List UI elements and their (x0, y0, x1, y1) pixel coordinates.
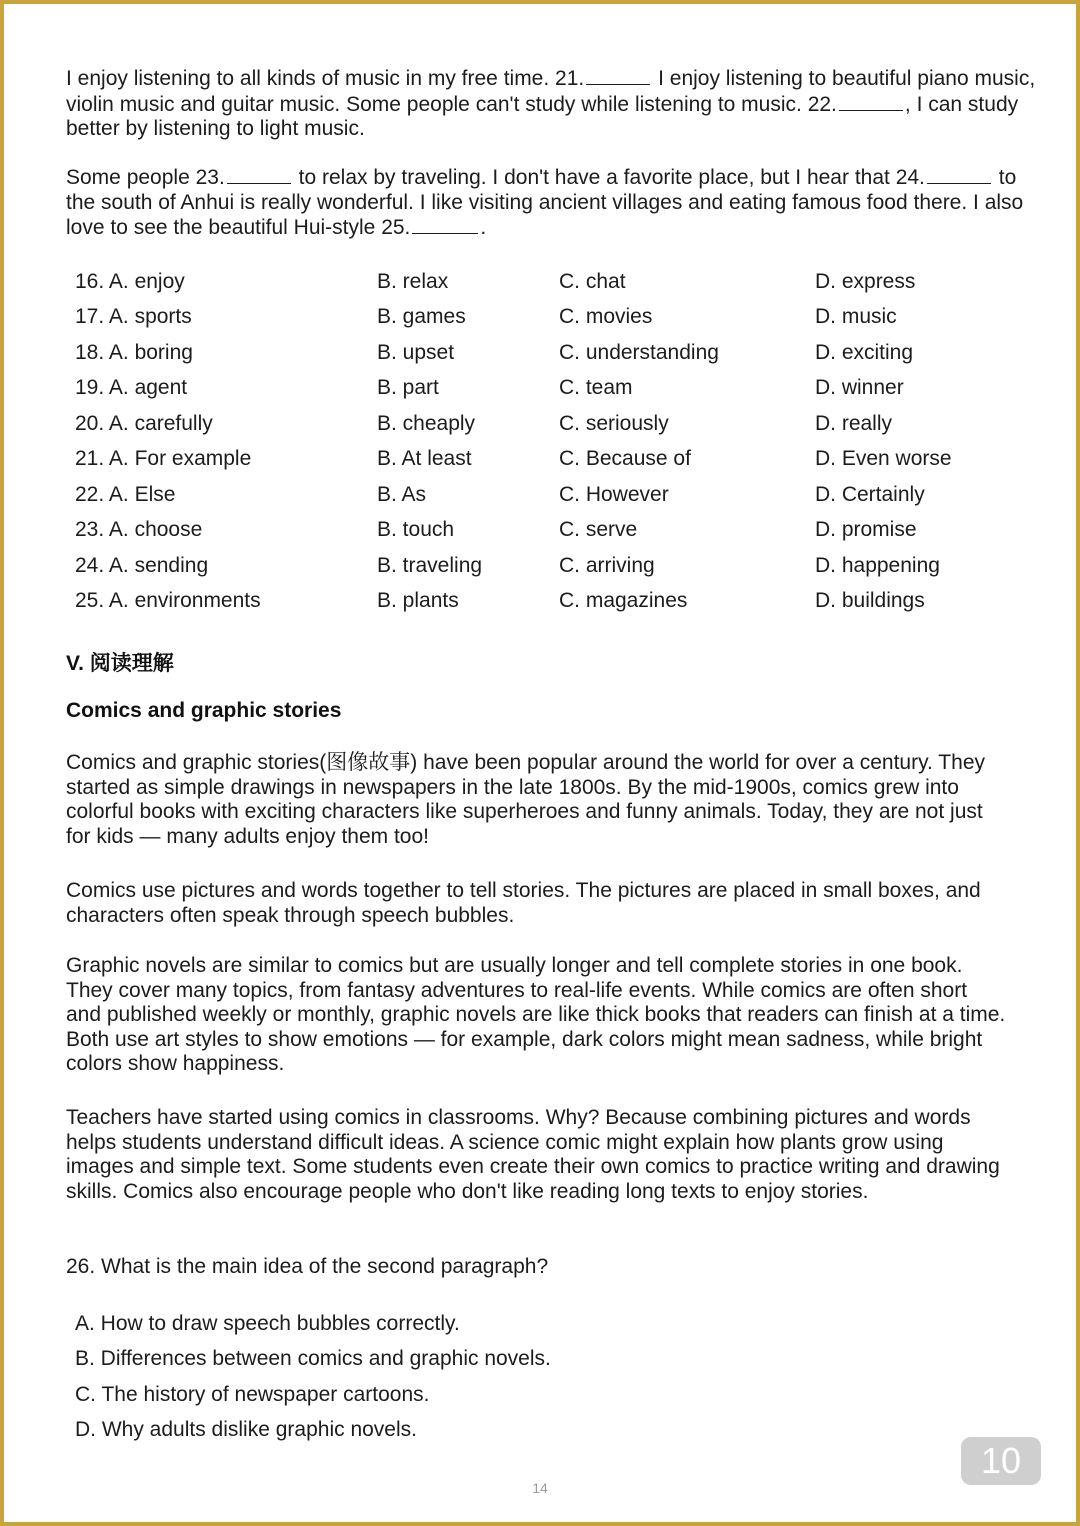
option-row (75, 335, 1055, 371)
option-d: D. promise (815, 518, 917, 542)
option-a-text: A. sports (108, 305, 192, 329)
option-a (75, 447, 377, 471)
option-row (75, 548, 1055, 584)
blank-25-number: 25. (381, 216, 411, 240)
option-a (75, 305, 377, 329)
blank-24 (927, 165, 991, 184)
option-c: C. magazines (559, 589, 688, 613)
option-d: D. happening (815, 553, 940, 577)
blank-22 (839, 92, 903, 111)
option-a-text: A. Else (108, 482, 176, 506)
option-number: 17. (75, 305, 105, 329)
option-b: B. games (377, 305, 466, 329)
options-table (75, 264, 1055, 619)
option-b: B. At least (377, 447, 472, 471)
cloze-p2-seg2: to relax by traveling. I don't have a favorite place, but I hear that (298, 166, 890, 189)
option-row (75, 406, 1055, 442)
cloze-p2-seg4: . (480, 216, 487, 240)
option-b: B. traveling (377, 553, 483, 577)
option-a-text: A. agent (108, 376, 188, 400)
option-number: 18. (75, 340, 105, 364)
option-number: 23. (75, 518, 105, 542)
option-a-text: A. carefully (108, 411, 213, 435)
choice-b: B. Differences between comics and graphic novels. (75, 1347, 551, 1371)
option-d: D. express (815, 269, 916, 293)
option-row (75, 477, 1055, 513)
option-a (75, 483, 377, 507)
option-d: D. exciting (815, 340, 914, 364)
choice-c: C. The history of newspaper cartoons. (75, 1382, 430, 1406)
option-d: D. really (815, 411, 893, 435)
option-a-text: A. boring (108, 340, 193, 364)
option-row (75, 584, 1055, 620)
option-b: B. cheaply (377, 411, 476, 435)
question-26: 26. What is the main idea of the second paragraph? (66, 1255, 549, 1278)
option-c: C. serve (559, 518, 638, 542)
option-number: 20. (75, 411, 105, 435)
option-b: B. plants (377, 589, 459, 613)
choice-d: D. Why adults dislike graphic novels. (75, 1418, 417, 1442)
option-a (75, 589, 377, 613)
option-c: C. arriving (559, 553, 655, 577)
question-26-choices (75, 1306, 975, 1448)
option-c: C. understanding (559, 340, 719, 364)
option-row (75, 371, 1055, 407)
option-a-text: A. environments (108, 589, 261, 613)
option-number: 16. (75, 269, 105, 293)
option-number: 24. (75, 553, 105, 577)
option-a-text: A. sending (108, 553, 209, 577)
option-c: C. Because of (559, 447, 691, 471)
option-b: B. As (377, 482, 427, 506)
option-a (75, 412, 377, 436)
section-heading: V. 阅读理解 (66, 652, 174, 675)
option-number: 19. (75, 376, 105, 400)
option-a (75, 518, 377, 542)
article-title: Comics and graphic stories (66, 699, 342, 722)
option-c: C. However (559, 482, 669, 506)
option-c: C. movies (559, 305, 653, 329)
option-c: C. team (559, 376, 633, 400)
option-d: D. Certainly (815, 482, 925, 506)
article-paragraph-1: Comics and graphic stories(图像故事) have been popular around the world for over a century. They started as simple drawings in newspapers in the late 1800s. By the mid-1900s, comics grew into colorful books with exciting characters like superheroes and funny animals. Today, they are not just for kids — many adults enjoy them too! (66, 751, 985, 848)
option-b: B. upset (377, 340, 455, 364)
blank-22-number: 22. (807, 92, 837, 116)
cloze-p1-seg3: , I can study better by listening to light music. (66, 92, 1019, 141)
cloze-p2-seg3: to the south of Anhui is really wonderful. I like visiting ancient villages and eating famous food there. I also love to see the beautiful Hui-style (66, 166, 1024, 240)
cloze-paragraph-2 (66, 165, 1041, 241)
blank-21-number: 21. (555, 67, 585, 90)
option-a (75, 341, 377, 365)
blank-21 (586, 66, 650, 85)
option-row (75, 442, 1055, 478)
option-a-text: A. For example (108, 447, 252, 471)
page-badge: 10 (961, 1437, 1041, 1485)
option-row (75, 264, 1055, 300)
option-a-text: A. choose (108, 518, 203, 542)
option-row (75, 513, 1055, 549)
blank-24-number: 24. (895, 166, 925, 189)
option-d: D. winner (815, 376, 904, 400)
article-paragraph-3: Graphic novels are similar to comics but are usually longer and tell complete stories in one book. They cover many topics, from fantasy adventures to real-life events. While comics are often short and published weekly or monthly, graphic novels are like thick books that readers can finish at a time. Both use art styles to show emotions — for example, dark colors might mean sadness, while bright colors show happiness. (66, 954, 1006, 1076)
choice-a: A. How to draw speech bubbles correctly. (75, 1311, 460, 1335)
blank-25 (412, 215, 478, 234)
blank-23-number: 23. (195, 166, 225, 189)
option-c: C. chat (559, 269, 626, 293)
cloze-paragraph-1 (66, 66, 1041, 142)
article-paragraph-4: Teachers have started using comics in classrooms. Why? Because combining pictures and words helps students understand difficult ideas. A science comic might explain how plants grow using images and simple text. Some students even create their own comics to practice writing and drawing skills. Comics also encourage people who don't like reading long texts to enjoy stories. (66, 1106, 1000, 1203)
article-paragraph-2: Comics use pictures and words together to tell stories. The pictures are placed in small boxes, and characters often speak through speech bubbles. (66, 879, 981, 927)
option-b: B. relax (377, 269, 449, 293)
option-a-text: A. enjoy (108, 269, 185, 293)
option-number: 22. (75, 482, 105, 506)
option-number: 21. (75, 447, 105, 471)
option-b: B. touch (377, 518, 455, 542)
option-number: 25. (75, 589, 105, 613)
option-a (75, 376, 377, 400)
option-row (75, 300, 1055, 336)
option-d: D. Even worse (815, 447, 952, 471)
option-d: D. music (815, 305, 897, 329)
option-c: C. seriously (559, 411, 669, 435)
page-number: 14 (532, 1480, 548, 1496)
option-d: D. buildings (815, 589, 925, 613)
cloze-p1-seg2: I enjoy listening to beautiful piano music, violin music and guitar music. Some people can't study while listening to music. (66, 67, 1036, 116)
option-b: B. part (377, 376, 439, 400)
option-a (75, 270, 377, 294)
blank-23 (227, 165, 291, 184)
cloze-p2-seg1: Some people (66, 166, 190, 189)
option-a (75, 554, 377, 578)
cloze-p1-seg1: I enjoy listening to all kinds of music in my free time. (66, 67, 550, 90)
